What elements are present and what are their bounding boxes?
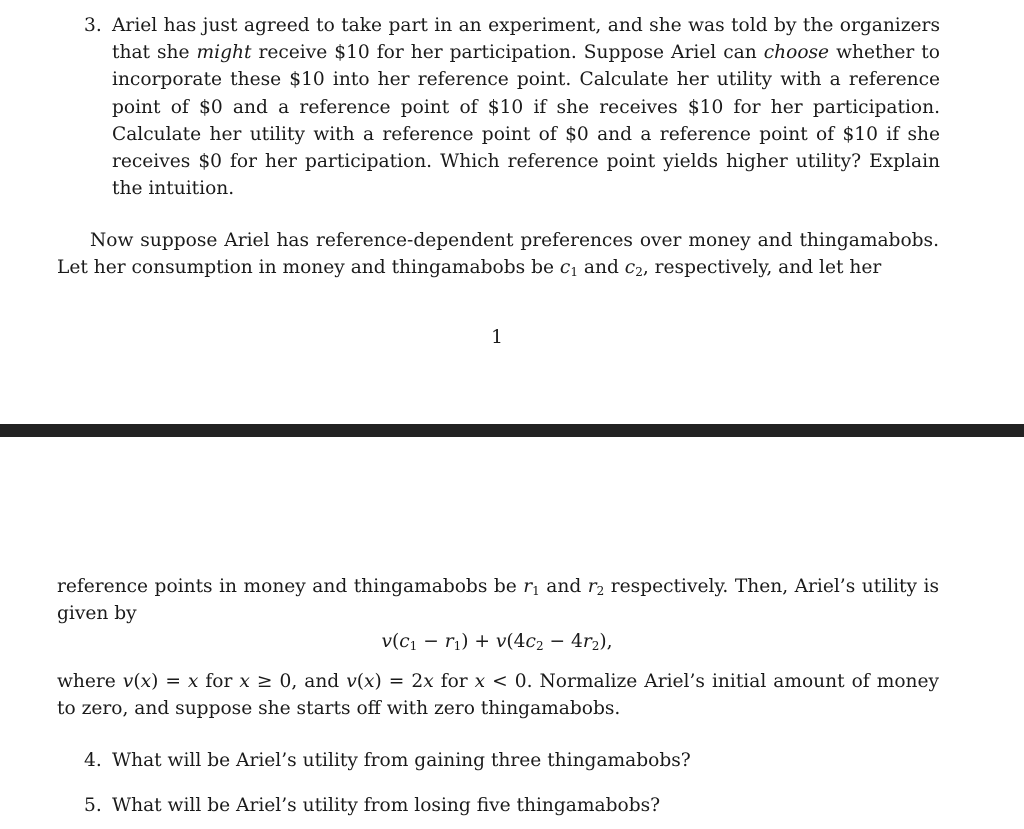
definition-paragraph: where v(x) = x for x ≥ 0, and v(x) = 2x for x < 0. Normalize Ariel’s initial amount of money to zero, and suppose she starts off with zero thingamabobs. <box>57 671 939 720</box>
question-4 <box>84 747 940 774</box>
paragraph: Now suppose Ariel has reference-dependent preferences over money and thingamabobs. Let her consumption in money and thingamabobs be $c_1$ and $c_2$, respectively, and let her <box>57 230 939 280</box>
page-number: 1 <box>491 327 503 348</box>
question-3 <box>84 12 940 202</box>
question-number: 3. <box>84 15 102 36</box>
variable: c <box>559 257 571 279</box>
question-number: 4. <box>84 750 102 771</box>
question-number: 5. <box>84 795 102 816</box>
paragraph: reference points in money and thingamabobs be $r_1$ and $r_2$ respectively. Then, Ariel’s utility is given by <box>57 576 939 625</box>
variable: c <box>624 257 636 279</box>
page-2 <box>0 437 1024 829</box>
variable: r <box>523 576 533 597</box>
question-text: Ariel has just agreed to take part in an experiment, and she was told by the organizers that she might receive $10 for her participation. Suppose Ariel can choose whether to incorporate these $10 into her reference point. Calculate her utility with a reference point of $0 and a reference point of $10 if she receives $10 for her participation. Calculate her utility with a reference point of $0 and a reference point of $10 if she receives $0 for her participation. Which reference point yields higher utility? Explain the intuition. <box>112 15 940 200</box>
question-5 <box>84 792 940 819</box>
variable: r <box>587 576 597 597</box>
page-divider <box>0 424 1024 437</box>
emphasis: might <box>196 42 252 64</box>
emphasis: choose <box>763 42 830 64</box>
question-text: What will be Ariel’s utility from gaining three thingamabobs? <box>112 750 691 771</box>
question-text: What will be Ariel’s utility from losing five thingamabobs? <box>112 795 661 816</box>
utility-equation: $v(c_1 - r_1) + v(4c_2 - 4r_2)$, <box>381 631 613 653</box>
